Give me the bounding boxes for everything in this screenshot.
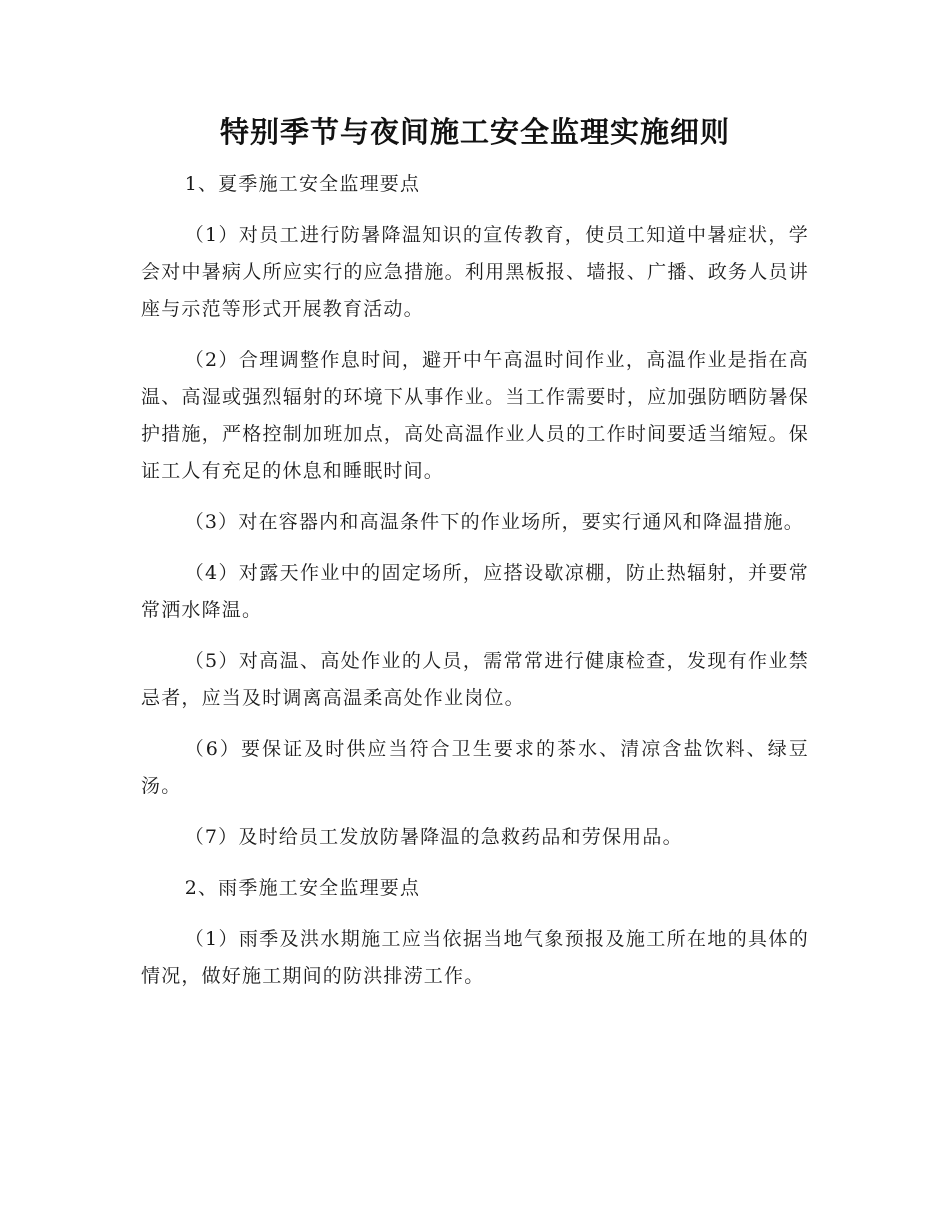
- paragraph-summer-7: （7）及时给员工发放防暑降温的急救药品和劳保用品。: [184, 826, 683, 848]
- paragraph-summer-1: （1）对员工进行防暑降温知识的宣传教育，使员工知道中暑症状，学会对中暑病人所应实行的应急措施。利用黑板报、墙报、广播、政务人员讲座与示范等形式开展教育活动。: [141, 224, 809, 320]
- paragraph-summer-2: （2）合理调整作息时间，避开中午高温时间作业，高温作业是指在高温、高湿或强烈辐射的环境下从事作业。当工作需要时，应加强防晒防暑保护措施，严格控制加班加点，高处高温作业人员的工作时间要适当缩短。保证工人有充足的休息和睡眠时间。: [141, 349, 809, 482]
- section-heading-rainy: 2、雨季施工安全监理要点: [184, 877, 421, 899]
- paragraph-summer-4: （4）对露天作业中的固定场所，应搭设歇凉棚，防止热辐射，并要常常洒水降温。: [141, 562, 809, 621]
- paragraph-summer-3: （3）对在容器内和高温条件下的作业场所，要实行通风和降温措施。: [184, 511, 804, 533]
- section-heading-summer: 1、夏季施工安全监理要点: [184, 173, 421, 195]
- document-body: [141, 166, 809, 1009]
- paragraph-summer-6: （6）要保证及时供应当符合卫生要求的茶水、清凉含盐饮料、绿豆汤。: [141, 738, 809, 797]
- paragraph-rainy-1: （1）雨季及洪水期施工应当依据当地气象预报及施工所在地的具体的情况，做好施工期间的防洪排涝工作。: [141, 928, 809, 987]
- document-title: 特别季节与夜间施工安全监理实施细则: [219, 115, 730, 149]
- paragraph-summer-5: （5）对高温、高处作业的人员，需常常进行健康检查，发现有作业禁忌者，应当及时调离高温柔高处作业岗位。: [141, 650, 809, 709]
